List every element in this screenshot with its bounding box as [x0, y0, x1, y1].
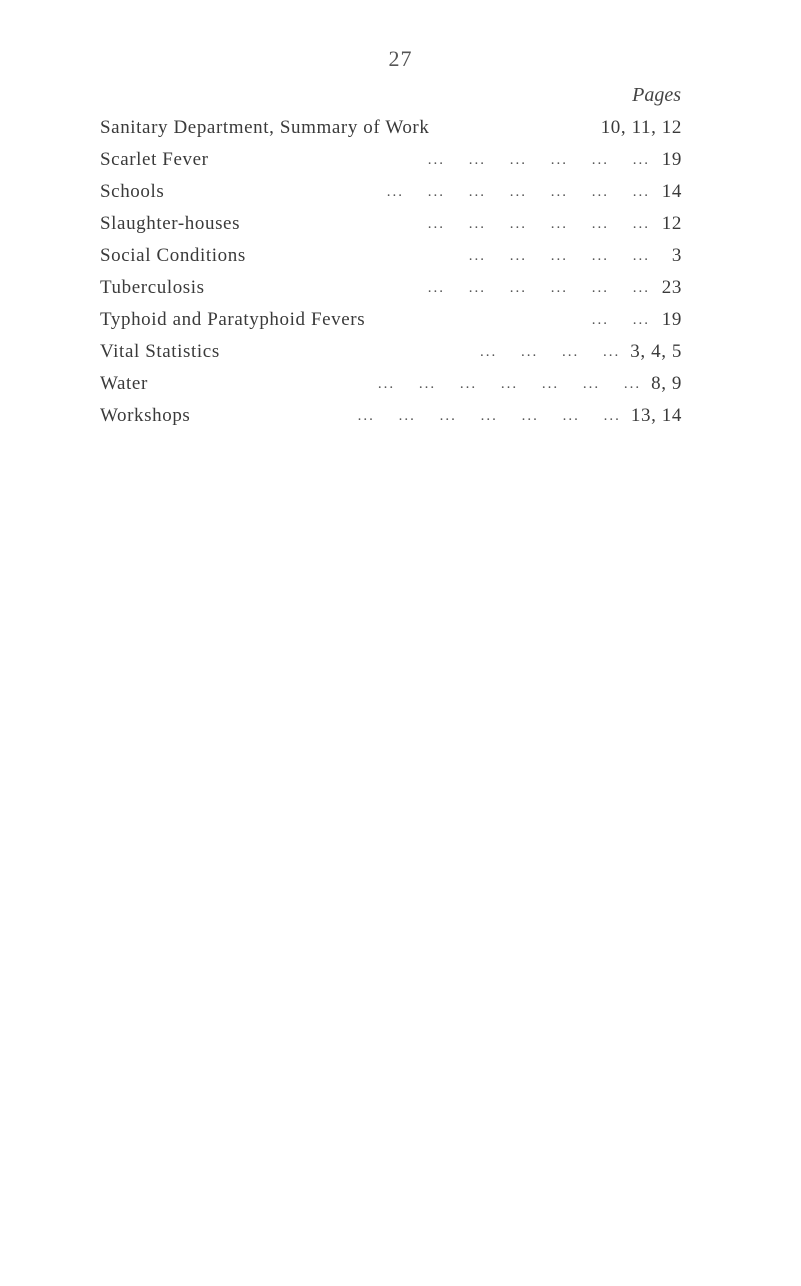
entry-pages: 10, 11, 12 [600, 117, 682, 138]
entry-pages: 13, 14 [630, 405, 682, 426]
entry-pages: 14 [661, 181, 682, 202]
page-number: 27 [388, 46, 413, 71]
index-list [100, 112, 682, 432]
index-entry [100, 144, 682, 176]
index-entry [100, 304, 682, 336]
entry-label: Scarlet Fever [100, 149, 209, 170]
entry-pages: 23 [661, 277, 682, 298]
entry-label: Tuberculosis [100, 277, 205, 298]
entry-leader: ... ... ... ... ... ... [427, 215, 650, 232]
index-entry [100, 272, 682, 304]
entry-leader: ... ... ... ... ... ... ... [357, 407, 621, 424]
entry-label: Sanitary Department, Summary of Work [100, 117, 430, 138]
entry-leader: ... ... ... ... ... [468, 247, 650, 264]
index-entry [100, 112, 682, 144]
entry-leader: ... ... ... ... ... ... ... [386, 183, 650, 200]
pages-column-heading: Pages [632, 84, 681, 106]
entry-leader: ... ... ... ... ... ... ... [377, 375, 642, 392]
entry-label: Schools [100, 181, 165, 202]
entry-label: Social Conditions [100, 245, 246, 266]
index-entry [100, 208, 682, 240]
entry-leader: ... ... ... ... [480, 343, 621, 360]
entry-pages: 19 [661, 309, 682, 330]
entry-pages: 3 [671, 245, 682, 266]
entry-pages: 12 [661, 213, 682, 234]
entry-label: Vital Statistics [100, 341, 220, 362]
index-entry [100, 176, 682, 208]
index-entry [100, 368, 682, 400]
entry-pages: 19 [661, 149, 682, 170]
entry-leader: ... ... ... ... ... ... [427, 151, 650, 168]
index-entry [100, 336, 682, 368]
entry-pages: 3, 4, 5 [630, 341, 682, 362]
entry-pages: 8, 9 [651, 373, 682, 394]
entry-leader: ... ... [591, 311, 650, 328]
index-entry [100, 400, 682, 432]
entry-leader: ... ... ... ... ... ... [427, 279, 650, 296]
entry-label: Workshops [100, 405, 191, 426]
entry-label: Water [100, 373, 148, 394]
entry-label: Slaughter-houses [100, 213, 241, 234]
entry-label: Typhoid and Paratyphoid Fevers [100, 309, 366, 330]
index-entry [100, 240, 682, 272]
